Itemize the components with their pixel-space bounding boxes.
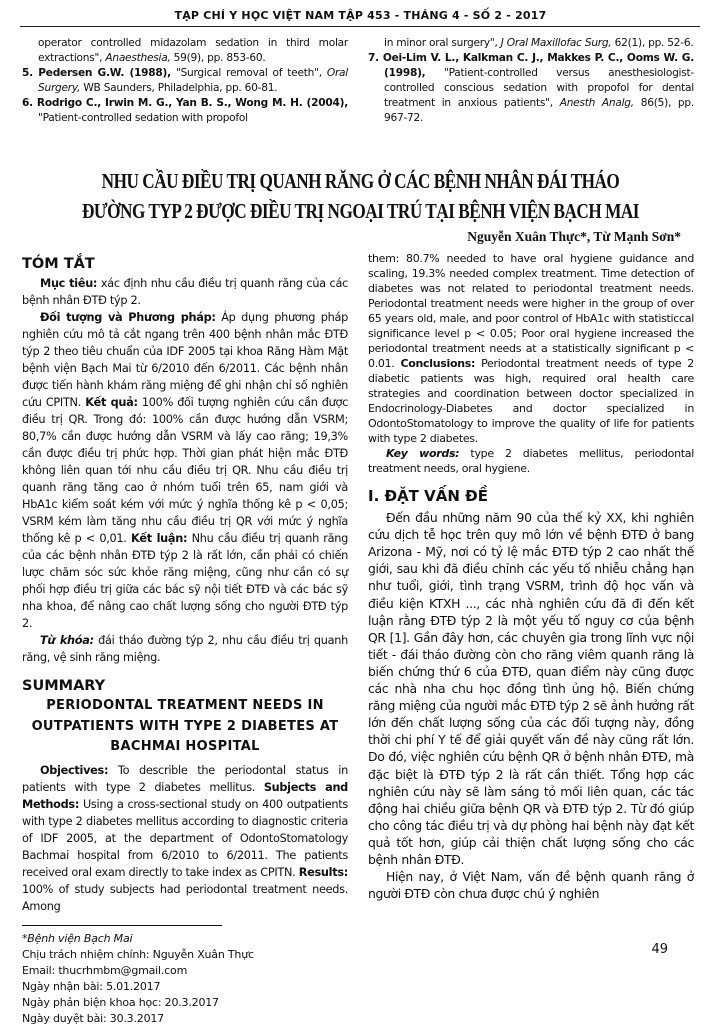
abstract-heading: TÓM TẮT — [22, 256, 95, 272]
summary-heading: SUMMARY — [22, 678, 106, 694]
paragraph — [22, 275, 348, 309]
text-run: them: 80.7% needed to have oral hygiene guidance and scaling, 19.3% needed complex treatment. Time detection of diabetes was not related to periodontal treatment needs. Periodontal treatment needs were higher in the group of over 65 years old, male, and poor control of HbA1c with statisticcal significance level p < 0.05; Poor oral hygiene increased the periodontal treatment needs at a statistically significant p < 0.01. — [368, 252, 694, 370]
text-run: Hiện nay, ở Việt Nam, vấn đề bệnh quanh răng ở người ĐTĐ còn chưa được chú ý nghiên — [368, 869, 694, 902]
article-title — [0, 166, 721, 226]
summary-english-continued — [368, 251, 694, 476]
introduction-section — [368, 488, 694, 902]
footnote-rule — [22, 925, 222, 926]
text-run: operator controlled midazolam sedation in third molar extractions", — [38, 37, 348, 64]
text-run: "Patient-controlled sedation with propofol — [38, 112, 248, 124]
text-run: 86(5), pp. 967-72. — [384, 97, 694, 124]
page-number: 49 — [651, 942, 668, 958]
text-run: 62(1), pp. 52-6. — [611, 37, 694, 49]
text-run: "Patient-controlled versus anesthesiologist-controlled conscious sedation with propofol for dental treatment in anxious patients", — [384, 67, 694, 109]
text-run: "Surgical removal of teeth", — [170, 67, 327, 79]
text-run: Using a cross-sectional study on 400 outpatients with type 2 diabetes mellitus according to diagnostic criteria of IDF 2005, at the department of OdontoStomatology Bachmai hospital from 6/2010 to 6/2011. The patients received oral exam directly to take index as CPITN. — [22, 797, 348, 879]
footnote-reviewed: Ngày phản biện khoa học: 20.3.2017 — [22, 995, 219, 1009]
text-run: đái tháo đường týp 2, nhu cầu điều trị quanh răng, vệ sinh răng miệng. — [22, 634, 348, 664]
text-run: Áp dụng phương pháp nghiên cứu mô tả cắt ngang trên 400 bệnh nhân mắc ĐTĐ týp 2 theo tiêu chuẩn của IDF 2005 tại khoa Răng Hàm Mặt bệnh viện Bạch Mai từ 6/2010 đến 6/2011. Các bệnh nhân được tiến hành khám răng miệng để ghi nhận chỉ số nghiên cứu CPITN. — [22, 311, 348, 409]
references-left — [22, 36, 348, 126]
paragraph — [368, 868, 694, 902]
text-run: 100% of study subjects had periodontal treatment needs. Among — [22, 882, 348, 913]
emphasized-text: Subjects and Methods: — [22, 780, 348, 811]
summary-title — [22, 696, 348, 758]
footnote-affiliation: *Bệnh viện Bạch Mai — [22, 931, 133, 945]
header-rule — [20, 26, 700, 27]
article-authors: Nguyễn Xuân Thực*, Từ Mạnh Sơn* — [467, 229, 681, 244]
article-title-line-1: NHU CẦU ĐIỀU TRỊ QUANH RĂNG Ở CÁC BỆNH NHÂN ĐÁI THÁO — [101, 169, 620, 193]
introduction-body — [368, 509, 694, 902]
text-run: xác định nhu cầu điều trị quanh răng của các bệnh nhân ĐTĐ týp 2. — [22, 277, 348, 307]
emphasized-text: 6. Rodrigo C., Irwin M. G., Yan B. S., Wong M. H. (2004), — [22, 97, 348, 109]
abstract-body — [22, 275, 348, 666]
left-column — [22, 256, 348, 1027]
abstract-vietnamese — [22, 256, 348, 666]
text-run: 100% đối tượng nghiên cứu cần được điều trị QR. Trong đó: 100% cần được hướng dẫn VSRM; 80,7% cần được hướng dẫn VSRM và lấy cao răng; 19,3% cần được điều trị phức hợp. Thời gian phát hiện mắc ĐTĐ không liên quan tới nhu cầu điều trị QR. Nhu cầu điều trị quanh răng tăng cao ở nhóm tuổi trên 65, nam giới và HbA1c kiểm soát kém với mức ý nghĩa thống kê p < 0,05; VSRM kém làm tăng nhu cầu điều trị QR với mức ý nghĩa thống kê p < 0,01. — [22, 396, 349, 545]
emphasized-text: J Oral Maxillofac Surg, — [500, 37, 612, 49]
emphasized-text: Từ khóa: — [40, 634, 94, 647]
text-run: WB Saunders, Philadelphia, pp. 60-81. — [80, 82, 278, 94]
emphasized-text: Oral Surgery, — [38, 67, 348, 94]
summary-title-line: OUTPATIENTS WITH TYPE 2 DIABETES AT — [31, 718, 339, 734]
article-heading — [0, 166, 721, 246]
paragraph — [22, 762, 348, 915]
paragraph — [368, 509, 694, 868]
emphasized-text: 7. Oei-Lim V. L., Kalkman C. J., Makkes P. C., Ooms W. G. (1998), — [368, 52, 694, 79]
emphasized-text: Anesth Analg, — [559, 97, 634, 109]
footnote-received: Ngày nhận bài: 5.01.2017 — [22, 979, 161, 993]
summary-title-line: BACHMAI HOSPITAL — [110, 739, 260, 754]
paragraph — [22, 309, 348, 632]
paragraph — [22, 632, 348, 666]
journal-header: TẠP CHÍ Y HỌC VIỆT NAM TẬP 453 - THÁNG 4 - SỐ 2 - 2017 — [174, 9, 547, 22]
emphasized-text: Kết quả: — [85, 396, 138, 409]
text-run: To describle the periodontal status in patients with type 2 diabetes mellitus. — [22, 763, 348, 794]
emphasized-text: Objectives: — [40, 763, 109, 777]
summary-body-right — [368, 251, 694, 476]
footnote-responsible: Chịu trách nhiệm chính: Nguyễn Xuân Thực — [22, 947, 254, 961]
paragraph — [368, 446, 694, 476]
reference-item — [368, 36, 694, 51]
summary-title-line: PERIODONTAL TREATMENT NEEDS IN — [46, 698, 324, 713]
paragraph — [368, 251, 694, 446]
right-column — [368, 251, 694, 957]
reference-item — [368, 51, 694, 126]
introduction-heading: I. ĐẶT VẤN ĐỀ — [368, 487, 488, 505]
summary-body-left — [22, 762, 348, 915]
emphasized-text: Results: — [298, 865, 348, 879]
references-right — [368, 36, 694, 126]
emphasized-text: Key words: — [386, 447, 460, 460]
text-run: Nhu cầu điều trị quanh răng của các bệnh nhân ĐTĐ týp 2 là rất lớn, cần phải có chiến lược chăm sóc sức khỏe răng miệng, cũng như cần có sự phối hợp điều trị giữa các bác sỹ nội tiết ĐTĐ và các bác sỹ nha khoa, để nâng cao chất lượng sống cho người ĐTĐ týp 2. — [22, 532, 348, 630]
emphasized-text: Đối tượng và Phương pháp: — [40, 311, 216, 324]
footnote-approved: Ngày duyệt bài: 30.3.2017 — [22, 1011, 164, 1025]
text-run: Periodontal treatment needs of type 2 diabetic patients was high, required oral health care strategies and coordination between doctor specialized in Endocrinology-Diabetes and doctor specialized in OdontoStomatology to improve the quality of life for patients with type 2 diabetes. — [368, 357, 694, 445]
emphasized-text: Conclusions: — [400, 357, 476, 370]
summary-english — [22, 678, 348, 915]
article-title-line-2: ĐƯỜNG TYP 2 ĐƯỢC ĐIỀU TRỊ NGOẠI TRÚ TẠI BỆNH VIỆN BẠCH MAI — [81, 199, 640, 223]
reference-item — [22, 96, 348, 126]
emphasized-text: Mục tiêu: — [40, 277, 98, 290]
reference-item — [22, 36, 348, 66]
text-run: Đến đầu những năm 90 của thế kỷ XX, khi nghiên cứu dịch tễ học trên quy mô lớn về bệnh ĐTĐ ở bang Arizona - Mỹ, nơi có tỷ lệ mắc ĐTĐ týp 2 cao nhất thế giới, sau khi đã điều chỉnh các yếu tố nhiễu chẳng hạn như tuổi, giới, tình trạng VSRM, trình độ học vấn và điều kiện KTXH ..., các nhà nghiên cứu đã đi đến kết luận rằng ĐTĐ týp 2 là một yếu tố nguy cơ của bệnh QR [1]. Gần đây hơn, các chuyên gia trong lĩnh vực nội tiết - đái tháo đường còn cho răng viêm quanh răng là biến chứng thứ 6 của ĐTĐ, quan điểm này cũng được các nhà nha chu học đồng tình ủng hộ. Biến chứng răng miệng của người mắc ĐTĐ týp 2 sẽ ảnh hưởng rất lớn đến chất lượng sống của các đối tượng này, đồng thời chi phí Y tế để giải quyết vấn đề này cũng rất lớn. Do đó, việc nghiên cứu bệnh QR ở bệnh nhân ĐTĐ, mà đặc biệt là ĐTĐ týp 2 là rất cần thiết. Tổng hợp các nghiên cứu này sẽ làm sáng tỏ mối liên quan, các tác động hai chiều giữa bệnh QR và ĐTĐ týp 2. Từ đó giúp cho công tác điều trị và dự phòng hai bệnh này đạt kết quả tốt hơn, giúp cải thiện chất lượng sống cho các bệnh nhân ĐTĐ. — [368, 510, 694, 867]
footnote-email: Email: thucrhmbm@gmail.com — [22, 963, 188, 977]
text-run: type 2 diabetes mellitus, periodontal treatment needs, oral hygiene. — [368, 447, 694, 475]
emphasized-text: Kết luận: — [130, 532, 188, 545]
text-run: 59(9), pp. 853-60. — [170, 52, 266, 64]
text-run: in minor oral surgery", — [384, 37, 501, 49]
emphasized-text: 5. Pedersen G.W. (1988), — [22, 67, 171, 79]
reference-item — [22, 66, 348, 96]
emphasized-text: Anaesthesia, — [105, 52, 171, 64]
footnote — [22, 931, 348, 1027]
